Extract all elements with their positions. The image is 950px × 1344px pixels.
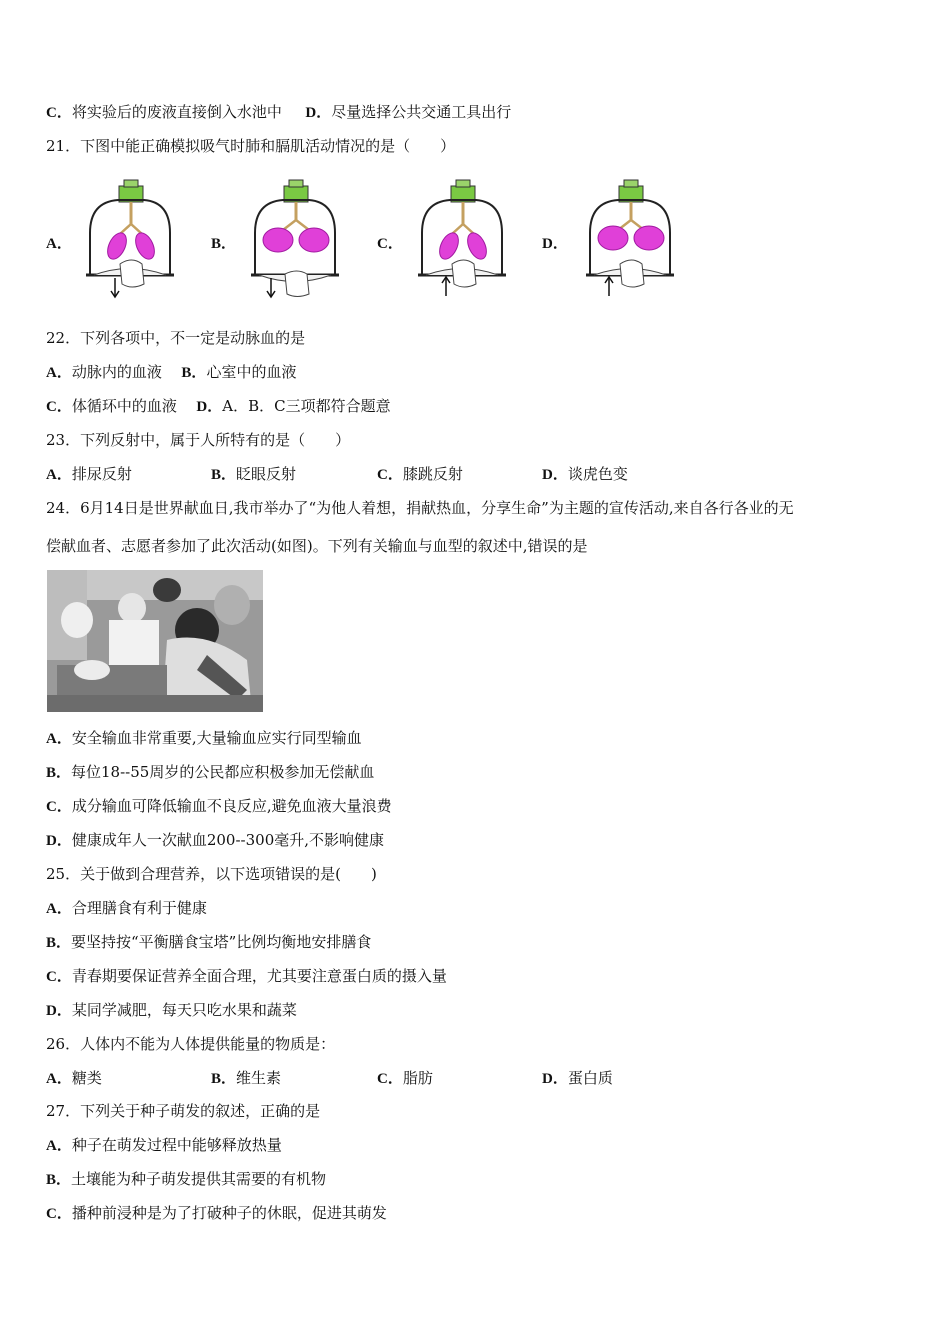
q24-option-c: C．成分输血可降低输血不良反应,避免血液大量浪费	[46, 797, 392, 815]
lung-balloon-left	[104, 230, 130, 262]
option-d: D．蛋白质	[542, 1069, 613, 1087]
bronchi	[283, 220, 309, 230]
option-label: D．	[196, 399, 223, 415]
option-text: 体循环中的血液	[71, 397, 177, 415]
option-text: 将实验后的废液直接倒入水池中	[71, 103, 282, 121]
option-text: 动脉内的血液	[71, 363, 162, 381]
option-text: 心室中的血液	[206, 363, 297, 381]
option-text: 尽量选择公共交通工具出行	[331, 103, 512, 121]
hand	[120, 260, 144, 287]
option-d: D．谈虎色变	[542, 465, 628, 483]
q24-stem-line2: 偿献血者、志愿者参加了此次活动(如图)。下列有关输血与血型的叙述中,错误的是	[46, 537, 588, 555]
option-text: A．B．C三项都符合题意	[222, 397, 391, 415]
blood-donation-photo	[47, 570, 263, 712]
q25-option-a: A．合理膳食有利于健康	[46, 899, 207, 917]
q25-option-b: B．要坚持按“平衡膳食宝塔”比例均衡地安排膳食	[46, 933, 372, 951]
q27-option-b: B．土壤能为种子萌发提供其需要的有机物	[46, 1170, 327, 1188]
q27-option-c: C．播种前浸种是为了打破种子的休眠，促进其萌发	[46, 1204, 387, 1222]
q25-option-d: D．某同学减肥，每天只吃水果和蔬菜	[46, 1001, 297, 1019]
option-label: D．	[305, 105, 332, 121]
option-b: B．维生素	[211, 1069, 282, 1087]
q27-stem: 27．下列关于种子萌发的叙述，正确的是	[46, 1102, 321, 1120]
lung-balloon-right	[464, 230, 490, 262]
q21-option-d-label: D．	[542, 236, 568, 252]
lung-balloon-right	[299, 228, 329, 252]
q22-options-cd	[46, 396, 391, 417]
hand	[285, 271, 309, 297]
bell-jar-diagram-d	[580, 178, 680, 300]
q22-stem: 22．下列各项中，不一定是动脉血的是	[46, 329, 306, 347]
lung-balloon-right	[634, 226, 664, 250]
q24-stem-line1: 24．6月14日是世界献血日,我市举办了“为他人着想，捐献热血，分享生命”为主题的宣传活动,来自各行各业的无	[46, 499, 794, 517]
q21-stem: 21．下图中能正确模拟吸气时肺和膈肌活动情况的是（ ）	[46, 137, 456, 155]
q27-option-a: A．种子在萌发过程中能够释放热量	[46, 1136, 282, 1154]
option-label: C．	[46, 105, 72, 121]
q24-option-d: D．健康成年人一次献血200--300毫升,不影响健康	[46, 831, 385, 849]
option-a: A．排尿反射	[46, 465, 132, 483]
option-label: C．	[46, 399, 72, 415]
q21-option-b-label: B．	[211, 236, 237, 252]
lung-balloon-left	[598, 226, 628, 250]
hand	[620, 260, 644, 287]
tube-top	[124, 180, 138, 187]
q23-stem: 23．下列反射中，属于人所特有的是（ ）	[46, 431, 351, 449]
q23-options	[46, 464, 906, 484]
q26-options	[46, 1068, 906, 1088]
tube-top	[289, 180, 303, 187]
q21-option-a-label: A．	[46, 236, 72, 252]
bell-jar-diagram-b	[245, 178, 345, 300]
bell-jar-diagram-a	[80, 178, 180, 300]
q26-stem: 26．人体内不能为人体提供能量的物质是：	[46, 1035, 336, 1053]
q24-option-a: A．安全输血非常重要,大量输血应实行同型输血	[46, 729, 362, 747]
tube-top	[624, 180, 638, 187]
q22-options-ab	[46, 362, 296, 383]
tube-top	[456, 180, 470, 187]
option-label: B．	[181, 365, 207, 381]
q21-option-c-label: C．	[377, 236, 403, 252]
lung-balloon-left	[436, 230, 462, 262]
option-a: A．糖类	[46, 1069, 102, 1087]
option-b: B．眨眼反射	[211, 465, 297, 483]
option-c: C．膝跳反射	[377, 465, 463, 483]
q25-option-c: C．青春期要保证营养全面合理，尤其要注意蛋白质的摄入量	[46, 967, 447, 985]
q25-stem: 25．关于做到合理营养，以下选项错误的是( )	[46, 865, 377, 883]
option-c: C．脂肪	[377, 1069, 433, 1087]
hand	[452, 260, 476, 287]
q24-option-b: B．每位18--55周岁的公民都应积极参加无偿献血	[46, 763, 375, 781]
bronchi	[120, 224, 142, 234]
lung-balloon-right	[132, 230, 158, 262]
option-label: A．	[46, 365, 72, 381]
q20-options-cd	[46, 102, 511, 123]
bell-jar-diagram-c	[412, 178, 512, 300]
lung-balloon-left	[263, 228, 293, 252]
bronchi	[452, 224, 474, 234]
